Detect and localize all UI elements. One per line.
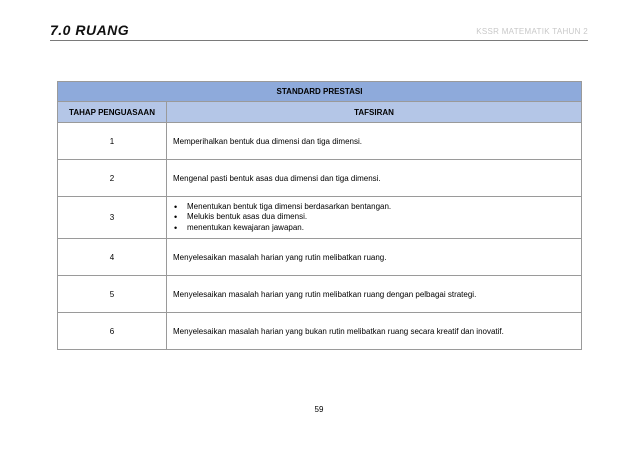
standard-prestasi-table [57,81,582,350]
description-cell: Menyelesaikan masalah harian yang rutin melibatkan ruang dengan pelbagai strategi. [167,276,582,313]
bullet-list [173,202,575,234]
table-row [58,276,582,313]
description-cell: Memperihalkan bentuk dua dimensi dan tiga dimensi. [167,123,582,160]
level-cell: 2 [58,160,167,197]
header-title: 7.0 RUANG [50,22,130,38]
description-cell: Menyelesaikan masalah harian yang rutin melibatkan ruang. [167,239,582,276]
table-row [58,313,582,350]
table-title: STANDARD PRESTASI [58,82,582,102]
level-cell: 1 [58,123,167,160]
description-cell [167,197,582,239]
bullet-item: • Menentukan bentuk tiga dimensi berdasarkan bentangan. [187,202,575,213]
bullet-item: • menentukan kewajaran jawapan. [187,223,575,234]
description-cell: Menyelesaikan masalah harian yang bukan rutin melibatkan ruang secara kreatif dan inovatif. [167,313,582,350]
table-title-row [58,82,582,102]
page-number: 59 [314,405,324,414]
table-row [58,197,582,239]
level-cell: 3 [58,197,167,239]
table-header-row [58,102,582,123]
column-header-level: TAHAP PENGUASAAN [58,102,167,123]
level-cell: 6 [58,313,167,350]
header-divider [50,40,588,41]
description-cell: Mengenal pasti bentuk asas dua dimensi dan tiga dimensi. [167,160,582,197]
bullet-item: • Melukis bentuk asas dua dimensi. [187,212,575,223]
table-row [58,123,582,160]
header-subtitle: KSSR MATEMATIK TAHUN 2 [476,27,588,36]
table-row [58,160,582,197]
level-cell: 4 [58,239,167,276]
table-row [58,239,582,276]
level-cell: 5 [58,276,167,313]
column-header-description: TAFSIRAN [167,102,582,123]
